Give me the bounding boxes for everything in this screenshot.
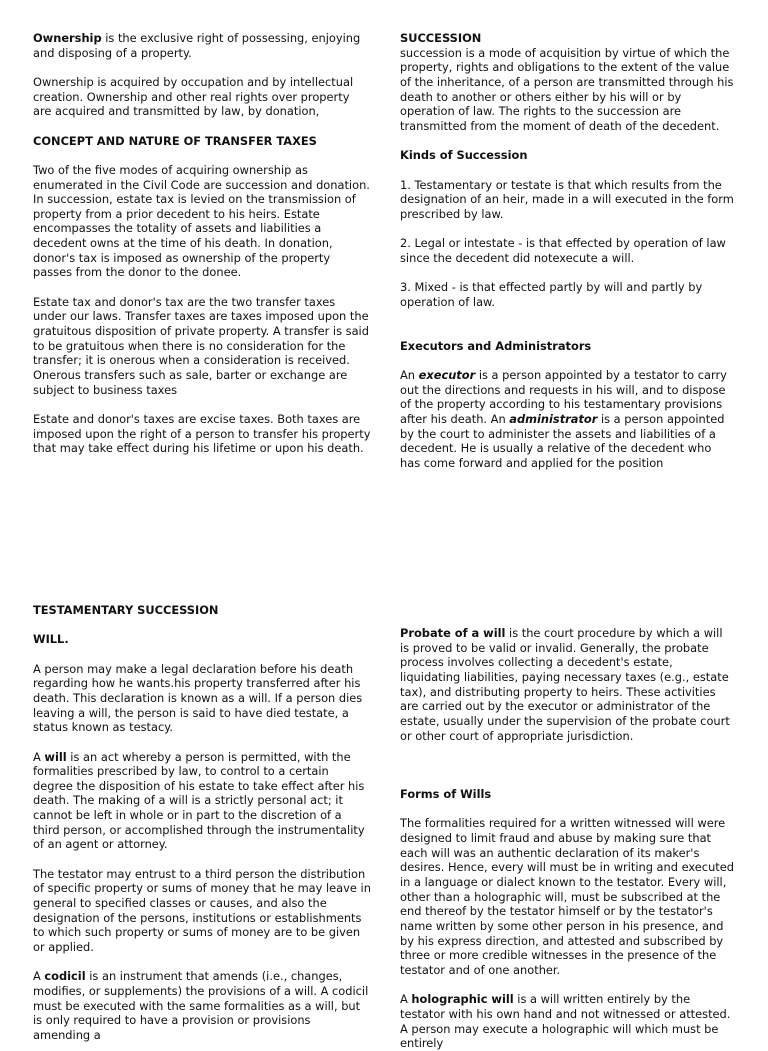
- will-heading: WILL.: [33, 632, 69, 647]
- will-paragraph-2-a: A: [33, 749, 45, 764]
- codicil-paragraph-a: A: [33, 969, 45, 984]
- kinds-of-succession-heading: Kinds of Succession: [400, 148, 528, 163]
- ownership-paragraph: [33, 31, 371, 60]
- executor-term: executor: [418, 367, 476, 382]
- probate-term: Probate of a will: [400, 626, 506, 640]
- succession-definition: succession is a mode of acquisition by virtue of which the property, rights and obligations to the extent of the value of the inheritance, of a person are transmitted through his death to another or others either by his will or by operation of law. The rights to the succession are transmitted from the moment of death of the decedent.: [400, 45, 734, 133]
- ownership-term: Ownership: [33, 31, 102, 45]
- administrator-definition: is a person appointed by the court to administer the assets and liabilities of a decedent. He is usually a relative of the decedent who has come forward and applied for the position: [400, 411, 725, 470]
- holographic-will-paragraph: [400, 992, 735, 1051]
- will-paragraph-2: [33, 750, 371, 853]
- right-column-top: [400, 31, 735, 471]
- transfer-taxes-heading: CONCEPT AND NATURE OF TRANSFER TAXES: [33, 133, 317, 148]
- codicil-term: codicil: [44, 969, 86, 984]
- kind-mixed: 3. Mixed - is that effected partly by will and partly by operation of law.: [400, 280, 703, 309]
- kind-testate: 1. Testamentary or testate is that which results from the designation of an heir, made in a will executed in the form prescribed by law.: [400, 177, 734, 221]
- ownership-acquired-paragraph: Ownership is acquired by occupation and by intellectual creation. Ownership and other real rights over property are acquired and transmitted by law, by donation,: [33, 74, 354, 119]
- left-column-top: [33, 31, 371, 456]
- codicil-paragraph-b: is an instrument that amends (i.e., changes, modifies, or supplements) the provisions of a will. A codicil must be executed with the same formalities as a will, but is only required to have a provision or provisions amending a: [33, 969, 369, 1042]
- holographic-a: A: [400, 992, 412, 1007]
- testamentary-succession-heading: TESTAMENTARY SUCCESSION: [33, 603, 219, 617]
- holographic-will-term: holographic will: [411, 992, 514, 1007]
- probate-paragraph: [400, 626, 735, 743]
- probate-definition: is the court procedure by which a will is proved to be valid or invalid. Generally, the probate process involves collecting a decedent's estate, liquidating liabilities, paying necessary taxes (e.g., estate tax), and distributing property to heirs. These activities are carried out by the executor or administrator of the estate, usually under the supervision of the probate court or other court of appropriate jurisdiction.: [400, 626, 730, 743]
- succession-heading: SUCCESSION: [400, 31, 482, 45]
- forms-of-wills-heading: Forms of Wills: [400, 787, 492, 802]
- executor-definition: is a person appointed by a testator to carry out the directions and requests in his will, and to dispose of the property according to his testamentary provisions after his death. An: [400, 367, 727, 426]
- right-column-bottom: [400, 626, 735, 1051]
- forms-of-wills-paragraph: The formalities required for a written witnessed will were designed to limit fraud and abuse by making sure that each will was an authentic declaration of its maker's desires. Hence, every will must be in writing and executed in a language or dialect known to the testator. Every will, other than a holographic will, must be subscribed at the end thereof by the testator himself or by the testator's name written by some other person in his presence, and by his express direction, and attested and subscribed by three or more credible witnesses in the presence of the testator and of one another.: [400, 816, 734, 978]
- left-column-bottom: [33, 603, 371, 1043]
- executors-paragraph: [400, 368, 735, 471]
- ownership-definition: is the exclusive right of possessing, enjoying and disposing of a property.: [33, 31, 361, 60]
- administrator-term: administrator: [509, 411, 598, 426]
- executors-an: An: [400, 367, 419, 382]
- executors-heading: Executors and Administrators: [400, 338, 592, 353]
- will-paragraph-1: A person may make a legal declaration before his death regarding how he wants.his property transferred after his death. This declaration is known as a will. If a person dies leaving a will, the person is said to have died testate, a status known as testacy.: [33, 661, 363, 735]
- will-term: will: [44, 749, 67, 764]
- holographic-b: is a will written entirely by the testator with his own hand and not witnessed or attested. A person may execute a holographic will which must be entirely: [400, 992, 731, 1051]
- codicil-paragraph: [33, 969, 371, 1042]
- transfer-taxes-paragraph-1: Two of the five modes of acquiring ownership as enumerated in the Civil Code are succession and donation. In succession, estate tax is levied on the transmission of property from a prior decedent to his heirs. Estate encompasses the totality of assets and liabilities a decedent owns at the time of his death. In donation, donor's tax is imposed as ownership of the property passes from the donor to the donee.: [33, 162, 370, 280]
- will-paragraph-3: The testator may entrust to a third person the distribution of specific property or sums of money that he may leave in general to specified classes or causes, and also the designation of the persons, institutions or establishments to which such property or sums of money are to be given or applied.: [33, 866, 371, 955]
- transfer-taxes-paragraph-2: Estate tax and donor's tax are the two transfer taxes under our laws. Transfer taxes are taxes imposed upon the gratuitous disposition of private property. A transfer is said to be gratuitous when there is no consideration for the transfer; it is onerous when a consideration is received. Onerous transfers such as sale, barter or exchange are subject to business taxes: [33, 294, 369, 397]
- kind-intestate: 2. Legal or intestate - is that effected by operation of law since the decedent did notexecute a will.: [400, 236, 726, 265]
- will-paragraph-2-b: is an act whereby a person is permitted, with the formalities prescribed by law, to control to a certain degree the disposition of his estate to take effect after his death. The making of a will is a strictly personal act; it cannot be left in whole or in part to the discretion of a third person, or accomplished through the instrumentality of an agent or attorney.: [33, 749, 365, 852]
- transfer-taxes-paragraph-3: Estate and donor's taxes are excise taxes. Both taxes are imposed upon the right of a person to transfer his property that may take effect during his lifetime or upon his death.: [33, 411, 371, 456]
